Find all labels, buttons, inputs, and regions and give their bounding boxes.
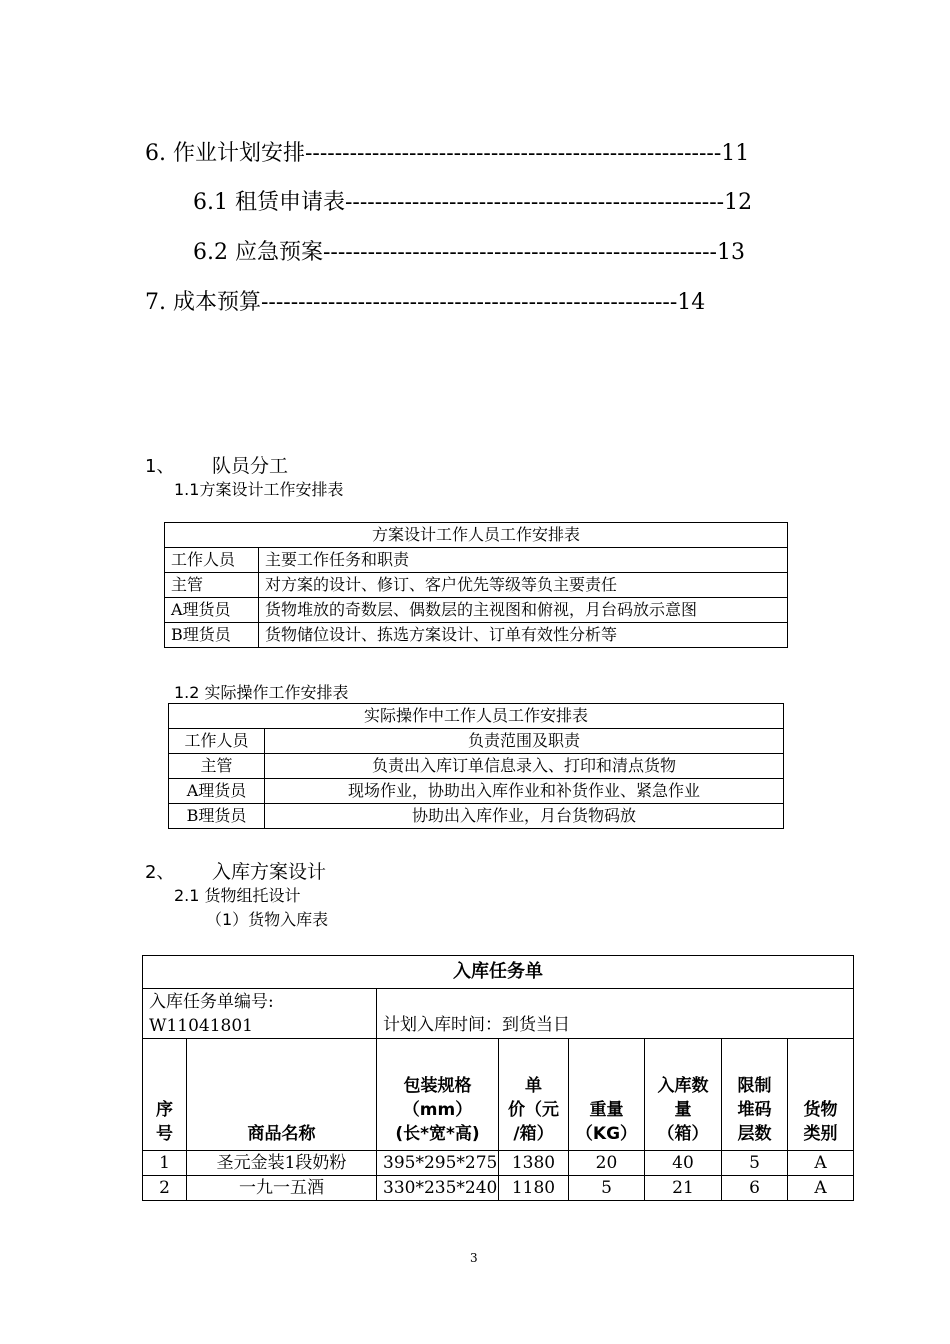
toc-page: 14 [677,290,706,315]
toc-leader: ----------------------------------------------------- [322,240,717,265]
toc-label: 6.2 应急预案 [193,240,323,265]
col-header-price: 单 价（元 /箱） [499,1039,569,1151]
section2-sub2: （1）货物入库表 [206,910,329,929]
table-row: A理货员 货物堆放的奇数层、偶数层的主视图和俯视，月台码放示意图 [165,598,788,623]
order-number-cell [143,989,377,1039]
toc-entry-6-2[interactable] [193,235,745,266]
table3-title: 入库任务单 [143,956,854,989]
table-row: 主管 负责出入库订单信息录入、打印和清点货物 [169,754,784,779]
staff-design-table [164,522,788,648]
col-header-weight: 重量 （KG） [569,1039,645,1151]
col-header-name: 商品名称 [187,1039,377,1151]
col-header-qty: 入库数 量 （箱） [645,1039,722,1151]
section1-title: 队员分工 [212,455,289,477]
table-row: B理货员 协助出入库作业，月台货物码放 [169,804,784,829]
table-row: 工作人员 主要工作任务和职责 [165,548,788,573]
order-number-label: 入库任务单编号: [149,992,274,1012]
col-header-seq: 序 号 [143,1039,187,1151]
toc-entry-6-1[interactable] [193,185,752,216]
order-number: W11041801 [149,1016,254,1036]
col-header-spec: 包装规格 （mm） (长*宽*高) [377,1039,499,1151]
toc-page: 11 [721,141,750,166]
table-row: 2 一九一五酒 330*235*240 1180 5 21 6 A [143,1176,854,1201]
section1-sub2: 1.2 实际操作工作安排表 [174,683,349,702]
table-row: 工作人员 负责范围及职责 [169,729,784,754]
toc-page: 13 [716,240,745,265]
section1-number: 1、 [145,456,175,477]
staff-operation-table [168,703,784,829]
toc-entry-7[interactable] [145,285,705,316]
toc-label: 6.1 租赁申请表 [193,190,345,215]
toc-leader: --------------------------------------------------- [344,190,725,215]
section2-sub1: 2.1 货物组托设计 [174,886,301,905]
toc-leader: -------------------------------------------------------- [260,290,678,315]
page-number: 3 [470,1251,478,1265]
toc-page: 12 [724,190,753,215]
section2-title: 入库方案设计 [212,861,327,883]
toc-label: 6. 作业计划安排 [145,141,305,166]
col-header-category: 货物 类别 [788,1039,854,1151]
inbound-task-table [142,955,854,1201]
toc-entry-6[interactable] [145,136,749,167]
toc-label: 7. 成本预算 [145,290,261,315]
table1-title: 方案设计工作人员工作安排表 [165,523,788,548]
section1-sub1: 1.1方案设计工作安排表 [174,480,344,499]
plan-time: 计划入库时间：到货当日 [377,989,854,1039]
table-row: B理货员 货物储位设计、拣选方案设计、订单有效性分析等 [165,623,788,648]
section2-number: 2、 [145,862,175,883]
table-row: 主管 对方案的设计、修订、客户优先等级等负主要责任 [165,573,788,598]
table-row: A理货员 现场作业，协助出入库作业和补货作业、紧急作业 [169,779,784,804]
col-header-layers: 限制 堆码 层数 [722,1039,788,1151]
table2-title: 实际操作中工作人员工作安排表 [169,704,784,729]
table-row: 1 圣元金装1段奶粉 395*295*275 1380 20 40 5 A [143,1151,854,1176]
toc-leader: -------------------------------------------------------- [304,141,722,166]
